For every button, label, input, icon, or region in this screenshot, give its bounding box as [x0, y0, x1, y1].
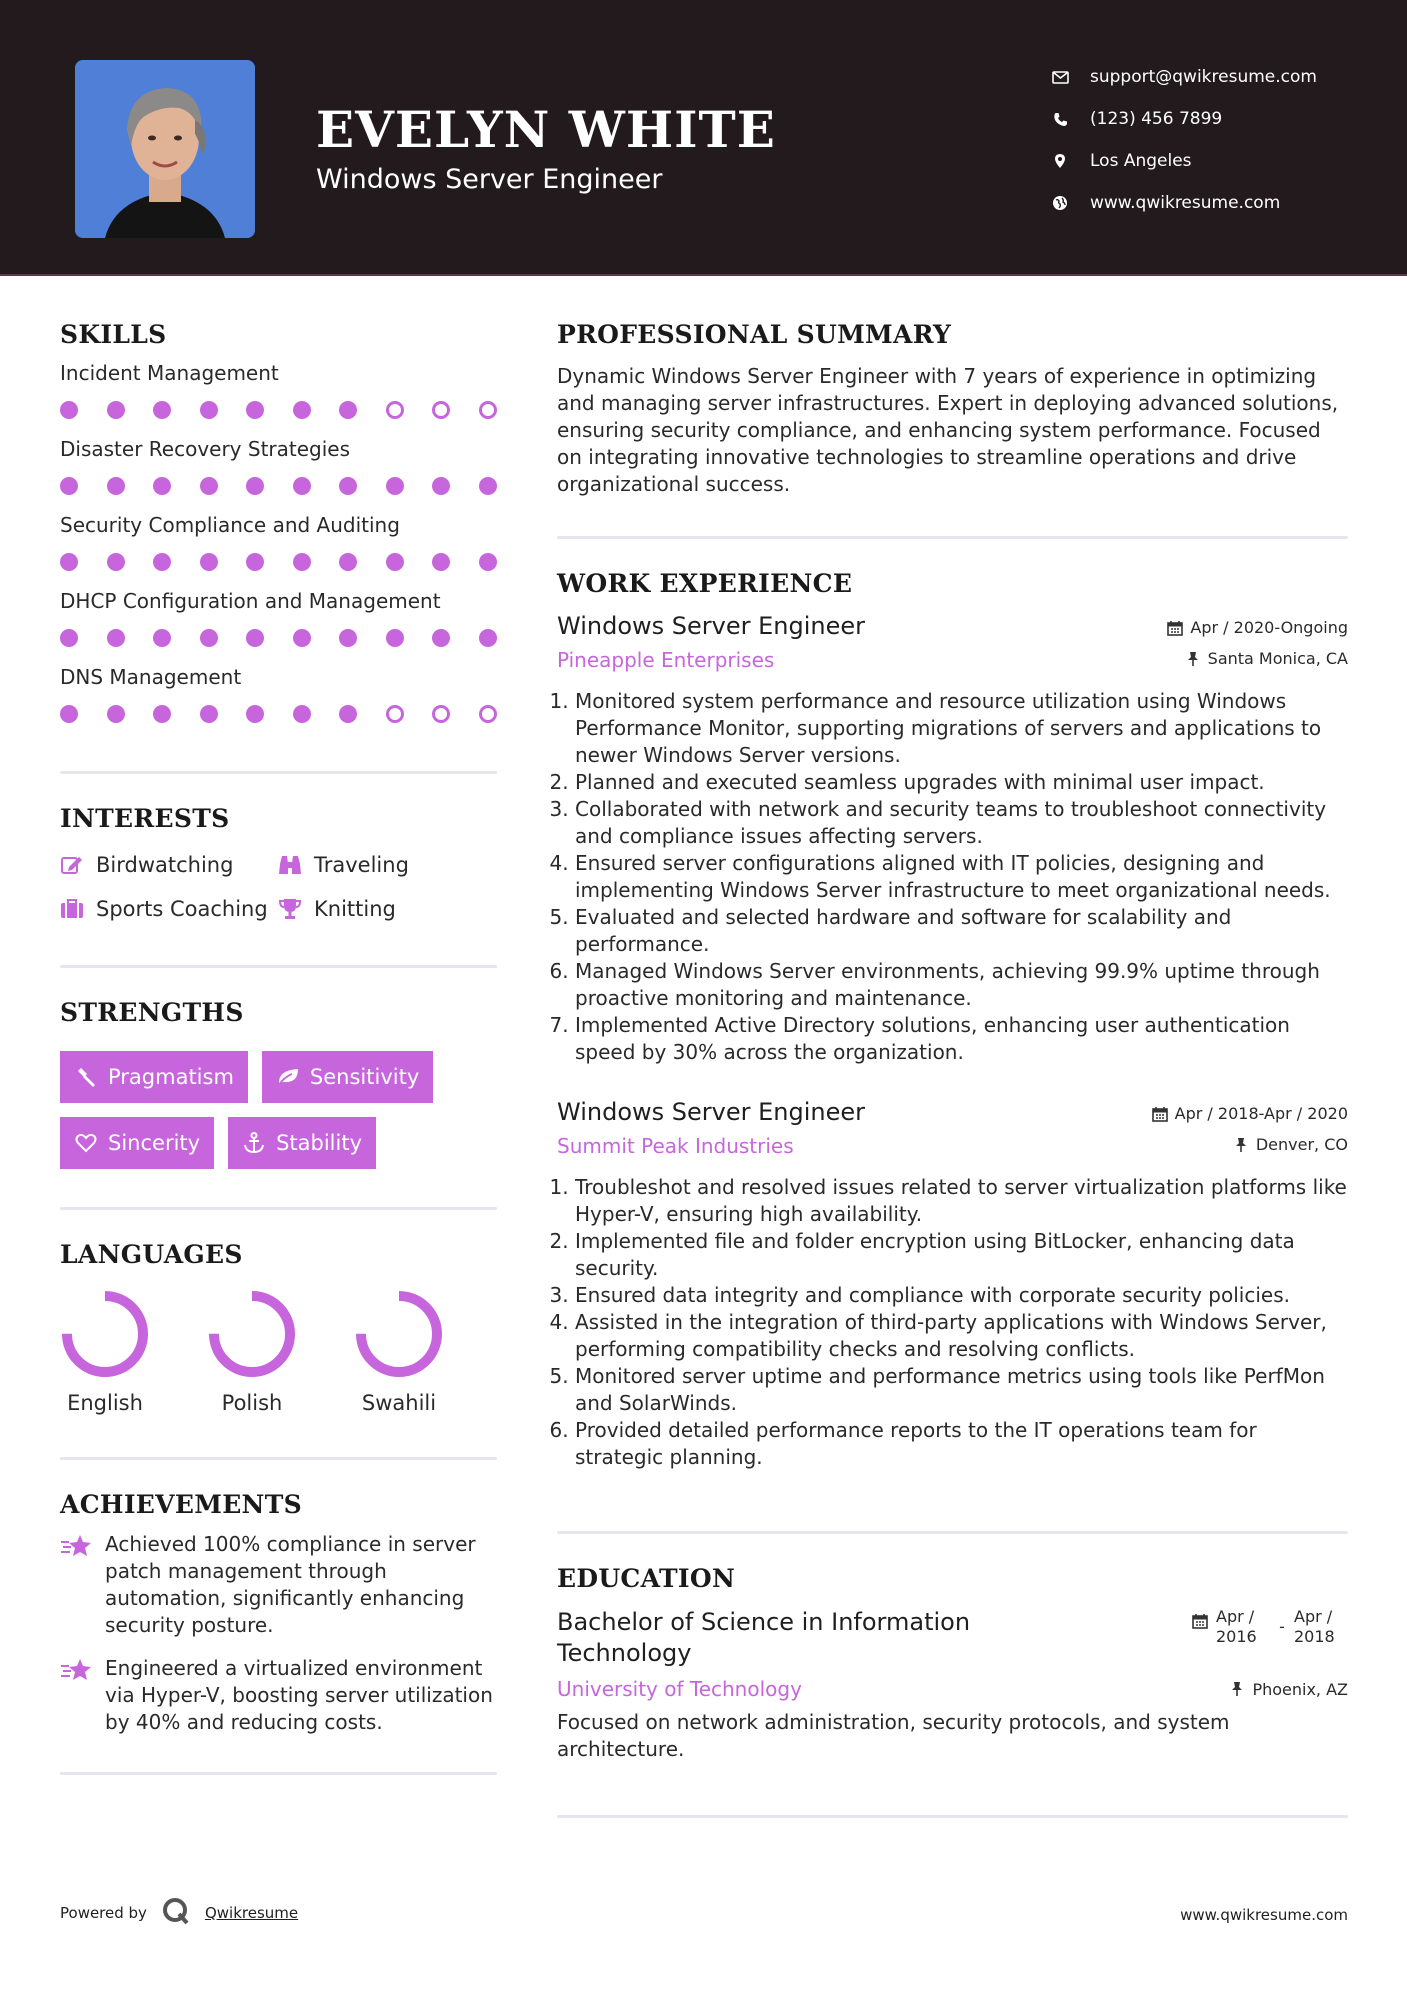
rating-dot-empty — [386, 401, 404, 419]
rating-dot-filled — [246, 629, 264, 647]
duty-item: 3. Ensured data integrity and compliance with corporate security policies. — [575, 1282, 1348, 1309]
education-location — [1228, 1680, 1348, 1699]
rating-dot-filled — [107, 477, 125, 495]
section-divider — [60, 1207, 497, 1210]
strength-chip — [60, 1117, 214, 1169]
duty-item: 2. Planned and executed seamless upgrades with minimal user impact. — [575, 769, 1348, 796]
rating-dot-filled — [107, 705, 125, 723]
languages-list — [60, 1289, 497, 1415]
strength-label: Stability — [276, 1131, 363, 1155]
skill-name: Disaster Recovery Strategies — [60, 437, 351, 461]
achievements-title: ACHIEVEMENTS — [60, 1490, 302, 1519]
contact-website-text: www.qwikresume.com — [1090, 193, 1281, 213]
education-degree: Bachelor of Science in Information Technology — [557, 1608, 971, 1667]
footer-powered-by — [60, 1896, 298, 1930]
experience-section — [557, 569, 1348, 1471]
heart-icon — [74, 1131, 98, 1155]
duty-item: 6. Provided detailed performance reports to the IT operations team for strategic planning. — [575, 1417, 1348, 1471]
language-name: English — [67, 1391, 143, 1415]
skill-name: Security Compliance and Auditing — [60, 513, 400, 537]
job-title: Windows Server Engineer — [557, 1098, 865, 1126]
interest-item — [60, 853, 278, 877]
rating-dot-filled — [246, 401, 264, 419]
rating-dot-empty — [386, 705, 404, 723]
education-end: Apr / 2018 — [1294, 1607, 1335, 1646]
job-entry — [557, 612, 1348, 1066]
skill-name: DHCP Configuration and Management — [60, 589, 441, 613]
right-column — [557, 320, 1348, 1818]
resume-header — [0, 0, 1407, 276]
language-gauge — [60, 1289, 150, 1379]
rating-dot-empty — [432, 401, 450, 419]
gavel-icon — [74, 1065, 98, 1089]
rating-dot-filled — [293, 401, 311, 419]
skill-rating — [60, 477, 497, 495]
rating-dot-filled — [60, 705, 78, 723]
contact-phone[interactable] — [1050, 98, 1317, 140]
interests-list — [60, 853, 497, 921]
strength-chip — [262, 1051, 433, 1103]
binoculars-icon — [278, 853, 302, 877]
map-pin-icon — [1050, 151, 1070, 171]
skill-rating — [60, 629, 497, 647]
rating-dot-filled — [153, 553, 171, 571]
trophy-icon — [278, 897, 302, 921]
rating-dot-empty — [479, 705, 497, 723]
section-divider — [60, 965, 497, 968]
rating-dot-filled — [479, 553, 497, 571]
strength-chip — [228, 1117, 376, 1169]
globe-icon — [1050, 193, 1070, 213]
summary-section — [557, 320, 1348, 498]
section-divider — [557, 1531, 1348, 1534]
profile-photo — [75, 60, 255, 238]
rating-dot-filled — [339, 401, 357, 419]
language-gauge — [207, 1289, 297, 1379]
rating-dot-filled — [246, 553, 264, 571]
rating-dot-filled — [432, 629, 450, 647]
rating-dot-filled — [339, 705, 357, 723]
language-gauge — [354, 1289, 444, 1379]
interest-item — [278, 853, 497, 877]
qwikresume-logo-icon — [161, 1896, 191, 1930]
education-dates — [1192, 1607, 1348, 1647]
duty-item: 3. Collaborated with network and security teams to troubleshoot connectivity and compliance issues affecting servers. — [575, 796, 1348, 850]
rating-dot-filled — [60, 629, 78, 647]
job-company: Pineapple Enterprises — [557, 648, 775, 672]
calendar-icon — [1151, 1105, 1169, 1123]
pushpin-icon — [1184, 650, 1202, 668]
skill-name: Incident Management — [60, 361, 279, 385]
job-location — [1151, 1135, 1348, 1154]
rating-dot-filled — [200, 705, 218, 723]
job-dates-text: Apr / 2018-Apr / 2020 — [1174, 1104, 1348, 1123]
rating-dot-filled — [153, 401, 171, 419]
rating-dot-filled — [246, 705, 264, 723]
rating-dot-filled — [200, 477, 218, 495]
phone-icon — [1050, 109, 1070, 129]
language-item — [207, 1289, 297, 1415]
job-location-text: Denver, CO — [1255, 1135, 1348, 1154]
interest-label: Knitting — [314, 897, 396, 921]
qwikresume-link[interactable]: Qwikresume — [204, 1904, 299, 1922]
rating-dot-empty — [432, 705, 450, 723]
left-column — [60, 320, 497, 1775]
contact-website[interactable] — [1050, 182, 1317, 224]
portrait-image — [75, 60, 255, 238]
shooting-star-icon — [60, 1657, 94, 1736]
duty-item: 2. Implemented file and folder encryption using BitLocker, enhancing data security. — [575, 1228, 1348, 1282]
rating-dot-filled — [386, 553, 404, 571]
rating-dot-filled — [60, 477, 78, 495]
duty-item: 7. Implemented Active Directory solutions, enhancing user authentication speed by 30% across the organization. — [575, 1012, 1348, 1066]
strengths-list — [60, 1051, 497, 1169]
language-name: Swahili — [361, 1391, 437, 1415]
section-divider — [557, 536, 1348, 539]
shooting-star-icon — [60, 1533, 94, 1639]
job-title: Windows Server Engineer — [557, 612, 865, 640]
job-company: Summit Peak Industries — [557, 1134, 794, 1158]
duty-item: 6. Managed Windows Server environments, achieving 99.9% uptime through proactive monitoring and maintenance. — [575, 958, 1348, 1012]
achievement-item — [60, 1531, 497, 1639]
rating-dot-filled — [432, 477, 450, 495]
duty-item: 4. Ensured server configurations aligned with IT policies, designing and implementing Windows Server infrastructure to meet organizational needs. — [575, 850, 1348, 904]
candidate-name: EVELYN WHITE — [316, 100, 776, 159]
languages-title: LANGUAGES — [60, 1240, 243, 1269]
rating-dot-filled — [479, 477, 497, 495]
skill-name: DNS Management — [60, 665, 242, 689]
job-dates-text: Apr / 2020-Ongoing — [1190, 618, 1348, 637]
pushpin-icon — [1232, 1136, 1250, 1154]
summary-title: PROFESSIONAL SUMMARY — [557, 320, 952, 349]
duty-item: 1. Monitored system performance and resource utilization using Windows Performance Monitor, supporting migrations of servers and applications to newer Windows Server versions. — [575, 688, 1348, 769]
envelope-icon — [1050, 67, 1070, 87]
rating-dot-filled — [246, 477, 264, 495]
education-school: University of Technology — [557, 1677, 802, 1701]
summary-text: Dynamic Windows Server Engineer with 7 years of experience in optimizing and managing server infrastructures. Expert in deploying advanced solutions, ensuring security compliance, and enhancing system performance. Focused on integrating innovative technologies to streamline operations and drive organizational success. — [557, 364, 1339, 496]
rating-dot-filled — [339, 629, 357, 647]
footer-website[interactable]: www.qwikresume.com — [1180, 1906, 1348, 1924]
strength-label: Pragmatism — [108, 1065, 234, 1089]
achievement-text: Achieved 100% compliance in server patch management through automation, significantly enhancing security posture. — [105, 1532, 476, 1637]
rating-dot-filled — [293, 477, 311, 495]
skill-rating — [60, 705, 497, 723]
job-entry — [557, 1098, 1348, 1471]
education-description: Focused on network administration, security protocols, and system architecture. — [557, 1710, 1230, 1761]
date-separator: - — [1279, 1617, 1285, 1636]
section-divider — [60, 1457, 497, 1460]
education-location-text: Phoenix, AZ — [1252, 1679, 1348, 1699]
interest-item — [60, 897, 278, 921]
rating-dot-filled — [107, 553, 125, 571]
rating-dot-filled — [60, 401, 78, 419]
section-divider — [60, 771, 497, 774]
candidate-role: Windows Server Engineer — [316, 164, 663, 195]
rating-dot-filled — [339, 477, 357, 495]
education-start: Apr / 2016 — [1216, 1607, 1257, 1646]
achievement-item — [60, 1655, 497, 1736]
interest-label: Traveling — [314, 853, 409, 877]
achievement-text: Engineered a virtualized environment via Hyper-V, boosting server utilization by 40% and reducing costs. — [105, 1656, 493, 1734]
languages-section — [60, 1240, 497, 1415]
skill-rating — [60, 401, 497, 419]
duty-item: 4. Assisted in the integration of third-party applications with Windows Server, performing compatibility checks and resolving conflicts. — [575, 1309, 1348, 1363]
job-dates — [1151, 1104, 1348, 1123]
education-title: EDUCATION — [557, 1564, 736, 1593]
contact-email[interactable] — [1050, 56, 1317, 98]
calendar-icon — [1192, 1613, 1210, 1631]
rating-dot-filled — [339, 553, 357, 571]
rating-dot-filled — [479, 629, 497, 647]
job-header — [557, 612, 1348, 672]
pushpin-icon — [1228, 1680, 1246, 1698]
education-section — [557, 1564, 1348, 1763]
strengths-section — [60, 998, 497, 1169]
job-header — [557, 1098, 1348, 1158]
rating-dot-filled — [293, 705, 311, 723]
job-location-text: Santa Monica, CA — [1207, 649, 1348, 668]
rating-dot-filled — [432, 553, 450, 571]
briefcase-icon — [60, 897, 84, 921]
interest-item — [278, 897, 497, 921]
rating-dot-filled — [293, 629, 311, 647]
rating-dot-filled — [107, 401, 125, 419]
rating-dot-filled — [200, 553, 218, 571]
strengths-title: STRENGTHS — [60, 998, 244, 1027]
rating-dot-filled — [293, 553, 311, 571]
achievements-section — [60, 1490, 497, 1736]
rating-dot-filled — [153, 705, 171, 723]
rating-dot-filled — [153, 477, 171, 495]
skills-list — [60, 361, 497, 723]
language-name: Polish — [221, 1391, 283, 1415]
section-divider — [60, 1772, 497, 1775]
education-subheader — [557, 1677, 1348, 1701]
leaf-icon — [276, 1065, 300, 1089]
anchor-icon — [242, 1131, 266, 1155]
job-location — [1166, 649, 1348, 668]
interests-section — [60, 804, 497, 921]
strength-label: Sincerity — [108, 1131, 201, 1155]
duty-item: 5. Monitored server uptime and performance metrics using tools like PerfMon and SolarWinds. — [575, 1363, 1348, 1417]
edit-icon — [60, 853, 84, 877]
contact-list — [1050, 56, 1317, 224]
contact-phone-text: (123) 456 7899 — [1090, 109, 1223, 129]
rating-dot-filled — [200, 401, 218, 419]
interest-label: Sports Coaching — [96, 897, 268, 921]
skills-title: SKILLS — [60, 320, 167, 349]
duty-item: 1. Troubleshot and resolved issues related to server virtualization platforms like Hyper-V, ensuring high availability. — [575, 1174, 1348, 1228]
job-duties — [557, 1174, 1348, 1471]
calendar-icon — [1166, 619, 1184, 637]
rating-dot-filled — [200, 629, 218, 647]
duty-item: 5. Evaluated and selected hardware and software for scalability and performance. — [575, 904, 1348, 958]
skill-rating — [60, 553, 497, 571]
contact-location — [1050, 140, 1317, 182]
powered-by-text: Powered by — [60, 1904, 147, 1922]
language-item — [60, 1289, 150, 1415]
rating-dot-filled — [153, 629, 171, 647]
interest-label: Birdwatching — [96, 853, 234, 877]
job-duties — [557, 688, 1348, 1066]
skills-section — [60, 320, 497, 723]
interests-title: INTERESTS — [60, 804, 230, 833]
contact-email-text: support@qwikresume.com — [1090, 67, 1317, 87]
rating-dot-filled — [107, 629, 125, 647]
rating-dot-filled — [386, 477, 404, 495]
rating-dot-empty — [479, 401, 497, 419]
education-header — [557, 1607, 1348, 1669]
contact-location-text: Los Angeles — [1090, 151, 1192, 171]
language-item — [354, 1289, 444, 1415]
strength-label: Sensitivity — [309, 1065, 420, 1089]
rating-dot-filled — [60, 553, 78, 571]
experience-title: WORK EXPERIENCE — [557, 569, 853, 598]
rating-dot-filled — [386, 629, 404, 647]
strength-chip — [60, 1051, 248, 1103]
section-divider — [557, 1815, 1348, 1818]
job-dates — [1166, 618, 1348, 637]
